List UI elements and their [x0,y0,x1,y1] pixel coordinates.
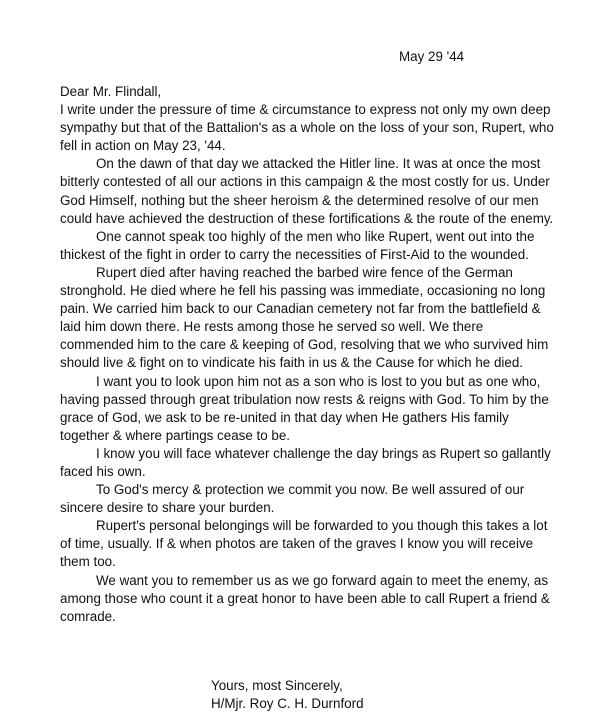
salutation: Dear Mr. Flindall, [60,84,162,99]
paragraph-remember-us: We want you to remember us as we go forward again to meet the enemy, as among those who count it a great honor to have been able to call Rupert a friend & comrade. [60,572,550,624]
paragraph-belongings: Rupert's personal belongings will be forwarded to you though this takes a lot of time, usually. If & when photos are taken of the graves I know you will receive them too. [60,518,548,570]
valediction: Yours, most Sincerely, [211,678,343,693]
paragraph-gods-mercy: To God's mercy & protection we commit you now. Be well assured of our sincere desire to share your burden. [60,482,525,516]
closing-block [211,677,364,713]
paragraph-death-and-burial: Rupert died after having reached the barbed wire fence of the German stronghold. He died where he fell his passing was immediate, occasioning no long pain. We carried him back to our Canadian cemetery not far from the battlefield & laid him down there. He rests among those he served so well. We there commended him to the care & keeping of God, resolving that we who survived him should live & fight on to vindicate his faith in us & the Cause for which he died. [60,264,549,371]
paragraph-hitler-line: On the dawn of that day we attacked the Hitler line. It was at once the most bitterly contested of all our actions in this campaign & the most costly for us. Under God Himself, nothing but the sheer heroism & the determined resolve of our men could have achieved the destruction of these fortifications & the route of the enemy. [60,156,554,226]
signature-name: H/Mjr. Roy C. H. Durnford [211,696,364,712]
paragraph-opening: I write under the pressure of time & circumstance to express not only my own deep sympathy but that of the Battalion's as a whole on the loss of your son, Rupert, who fell in action on May 23, '44. [60,102,554,154]
paragraph-challenge: I know you will face whatever challenge the day brings as Rupert so gallantly faced his own. [60,445,551,479]
letter-date: May 29 '44 [399,49,465,64]
paragraph-first-aid: One cannot speak too highly of the men who like Rupert, went out into the thickest of the fight in order to carry the necessities of First-Aid to the wounded. [60,228,535,262]
paragraph-consolation: I want you to look upon him not as a son who is lost to you but as one who, having passed through great tribulation now rests & reigns with God. To him by the grace of God, we ask to be re-united in that day when He gathers His family together & where partings cease to be. [60,373,549,443]
letter-body [60,83,560,626]
